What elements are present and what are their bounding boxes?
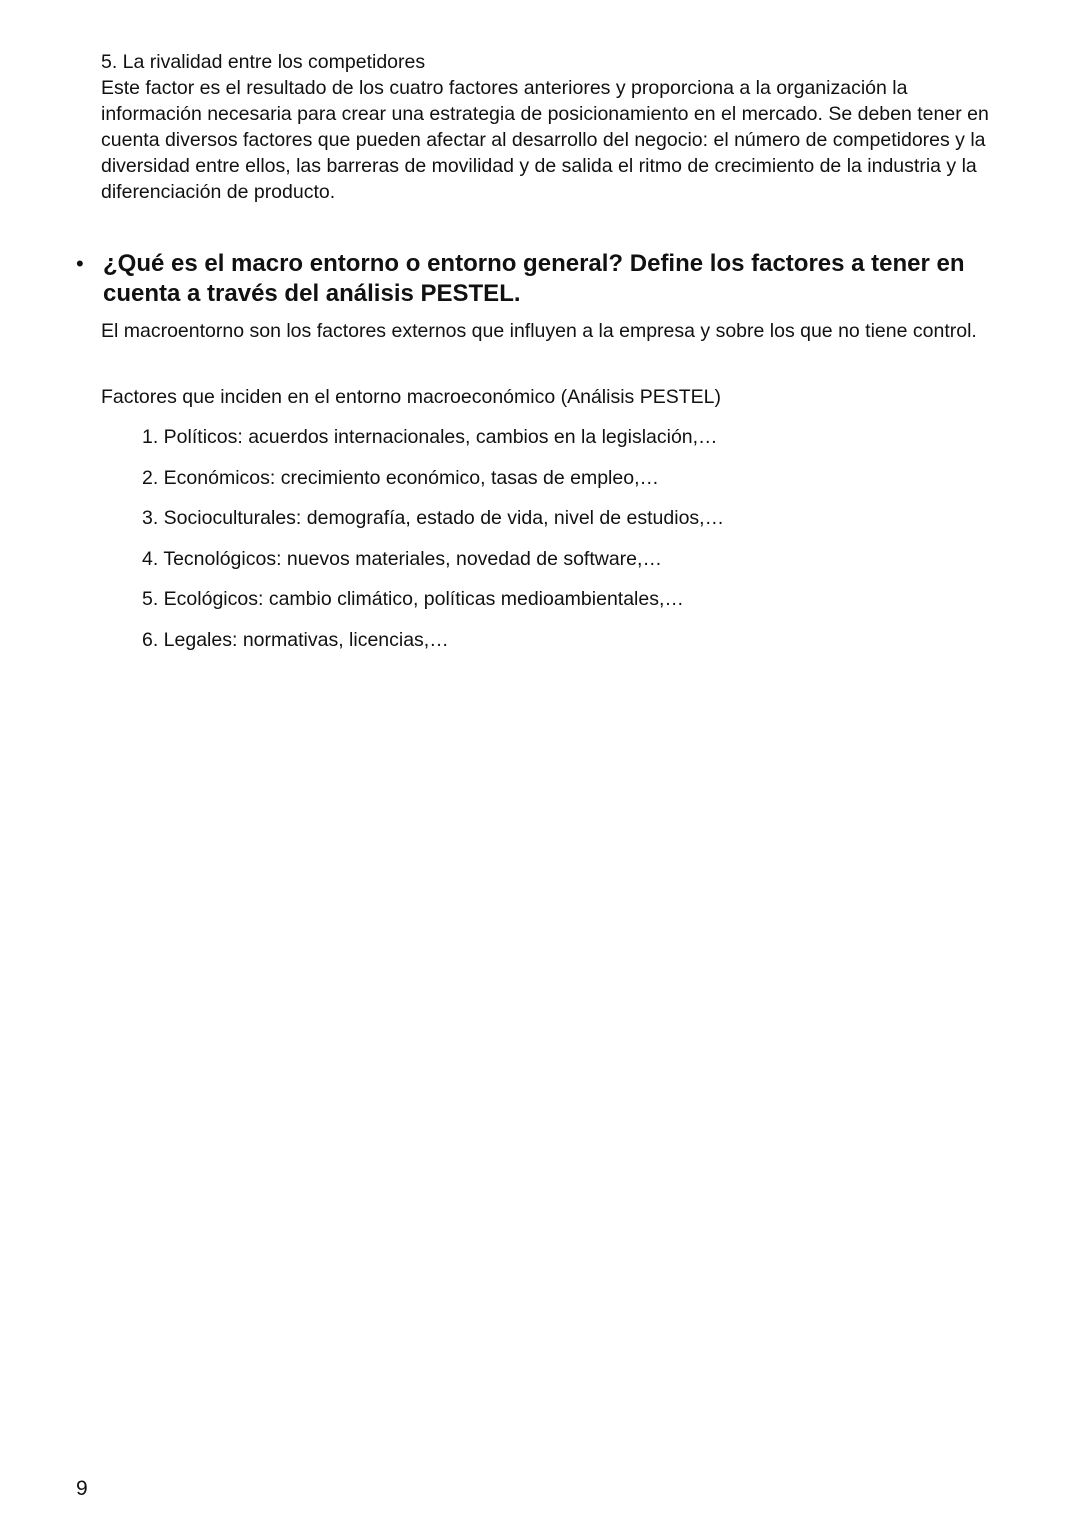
factor-item-ecologicos: 5. Ecológicos: cambio climático, políticas medioambientales,… [142, 588, 684, 610]
pestel-factor-list [142, 424, 724, 667]
answer-paragraph: El macroentorno son los factores externos que influyen a la empresa y sobre los que no tiene control. [101, 320, 977, 342]
factor-item-politicos: 1. Políticos: acuerdos internacionales, cambios en la legislación,… [142, 426, 718, 448]
section-title-competitor-rivalry: 5. La rivalidad entre los competidores [101, 51, 426, 73]
factor-item-economicos: 2. Económicos: crecimiento económico, tasas de empleo,… [142, 466, 659, 489]
bullet-icon: • [76, 251, 84, 276]
section-body-competitor-rivalry: Este factor es el resultado de los cuatro factores anteriores y proporciona a la organización la información necesaria para crear una estrategia de posicionamiento en el mercado. Se deben tener en cuenta diversos factores que pueden afectar al desarrollo del negocio: el número de competidores y la diversidad entre ellos, las barreras de movilidad y de salida el ritmo de crecimiento de la industria y la diferenciación de producto. [101, 77, 989, 203]
factor-item-tecnologicos: 4. Tecnológicos: nuevos materiales, novedad de software,… [142, 547, 662, 570]
factor-item-socioculturales: 3. Socioculturales: demografía, estado de vida, nivel de estudios,… [142, 507, 725, 529]
page-number: 9 [76, 1477, 88, 1500]
question-heading: ¿Qué es el macro entorno o entorno general? Define los factores a tener en cuenta a través del análisis PESTEL. [103, 250, 965, 307]
factors-intro: Factores que inciden en el entorno macroeconómico (Análisis PESTEL) [101, 386, 721, 408]
factor-item-legales: 6. Legales: normativas, licencias,… [142, 628, 449, 651]
